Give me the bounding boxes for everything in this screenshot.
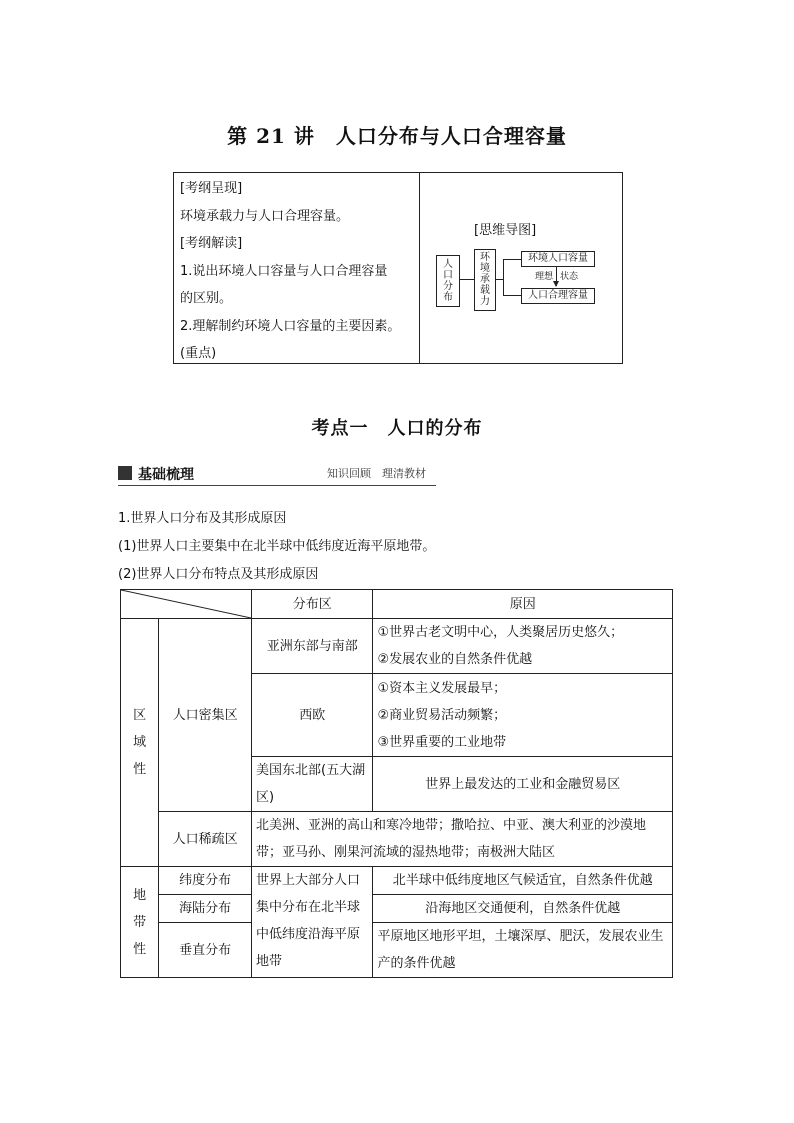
mindmap-title: [思维导图]: [474, 223, 537, 238]
group-zonal: [121, 867, 159, 978]
outline-item-2b: (重点): [180, 346, 217, 361]
mindmap-edge-label-b: 状态: [560, 272, 579, 282]
header-area: 分布区: [252, 590, 373, 619]
outline-text-1: 环境承载力与人口合理容量。: [180, 208, 350, 224]
r3-reason: 世界上最发达的工业和金融贸易区: [373, 757, 673, 812]
outline-label-2: [考纲解读]: [180, 236, 243, 251]
basic-subtitle: 知识回顾 理清教材: [327, 467, 426, 480]
outline-item-1a: 1.说出环境人口容量与人口合理容量: [180, 263, 388, 279]
table-row: [121, 923, 673, 978]
basic-title: 基础梳理: [138, 467, 194, 483]
r1-reason: [373, 619, 673, 674]
sparse-area-label: 人口稀疏区: [159, 812, 252, 867]
outline-item-2: 2.理解制约环境人口容量的主要因素。: [180, 318, 401, 334]
section-title: 考点一 人口的分布: [311, 418, 483, 439]
header-reason: 原因: [373, 590, 673, 619]
outline-text: [180, 175, 416, 368]
r1-area: 亚洲东部与南部: [252, 619, 373, 674]
mindmap-node-capacity-label: 环境承载力: [480, 252, 490, 307]
r1-reason-2: ②发展农业的自然条件优越: [377, 652, 533, 667]
basic-underline: [118, 485, 436, 486]
r2-reason-2: ②商业贸易活动频繁；: [377, 707, 507, 723]
zone-area: 世界上大部分人口集中分布在北半球中低纬度沿海平原地带: [252, 867, 373, 978]
group-zonal-label: 地带性: [133, 887, 147, 957]
table-row: [121, 867, 673, 895]
mindmap-edge-5: [503, 295, 521, 296]
dense-area-label: 人口密集区: [159, 619, 252, 812]
distribution-table: [120, 589, 673, 978]
mindmap-arrowhead-icon: [553, 281, 559, 287]
mindmap-edge-4: [503, 259, 521, 260]
zone-latitude: 纬度分布: [159, 867, 252, 895]
mindmap-node-env-capacity: 环境人口容量: [521, 251, 595, 267]
sparse-text: 北美洲、亚洲的高山和寒冷地带；撒哈拉、中亚、澳大利亚的沙漠地带；亚马孙、刚果河流域的湿热地带；南极洲大陆区: [252, 812, 673, 867]
mindmap-edge-1: [459, 279, 474, 280]
group-regional-label: 区域性: [133, 708, 147, 777]
zone-vertical-reason: 平原地区地形平坦，土壤深厚、肥沃，发展农业生产的条件优越: [373, 923, 673, 978]
table-corner-cell: [121, 590, 252, 619]
table-row: [121, 812, 673, 867]
mindmap-node-population: [436, 255, 460, 307]
zone-landsea: 海陆分布: [159, 895, 252, 923]
r2-reason-3: ③世界重要的工业地带: [377, 734, 507, 750]
r2-reason: [373, 674, 673, 757]
basic-bar: [118, 465, 436, 485]
paragraph-1: 1.世界人口分布及其形成原因: [118, 511, 287, 526]
paragraph-2: (1)世界人口主要集中在北半球中低纬度近海平原地带。: [118, 539, 436, 554]
table-row: [121, 895, 673, 923]
outline-box: [173, 172, 623, 364]
mindmap-node-population-label: 人口分布: [443, 259, 453, 303]
outline-item-1b: 的区别。: [180, 291, 233, 306]
zone-vertical: 垂直分布: [159, 923, 252, 978]
mindmap-node-capacity: [474, 249, 496, 311]
section-square-icon: [118, 466, 132, 480]
mindmap-edge-3: [503, 259, 504, 296]
paragraph-3: (2)世界人口分布特点及其形成原因: [118, 567, 319, 582]
mindmap-edge-label-a: 理想: [535, 272, 554, 282]
r3-area: 美国东北部(五大湖区): [252, 757, 373, 812]
table-header-row: [121, 590, 673, 619]
box-divider: [419, 173, 420, 363]
r1-reason-1: ①世界古老文明中心，人类聚居历史悠久；: [377, 625, 624, 640]
page-title: 第 21 讲 人口分布与人口合理容量: [227, 124, 567, 148]
table-row: [121, 619, 673, 674]
mindmap-node-reasonable-capacity: 人口合理容量: [521, 288, 595, 304]
outline-label-1: [考纲呈现]: [180, 181, 243, 196]
mindmap-edge-2: [495, 279, 503, 280]
r2-area: 西欧: [252, 674, 373, 757]
zone-landsea-reason: 沿海地区交通便利，自然条件优越: [373, 895, 673, 923]
r2-reason-1: ①资本主义发展最早；: [377, 680, 507, 696]
group-regional: [121, 619, 159, 867]
diagonal-line-icon: [121, 590, 251, 618]
zone-latitude-reason: 北半球中低纬度地区气候适宜，自然条件优越: [373, 867, 673, 895]
